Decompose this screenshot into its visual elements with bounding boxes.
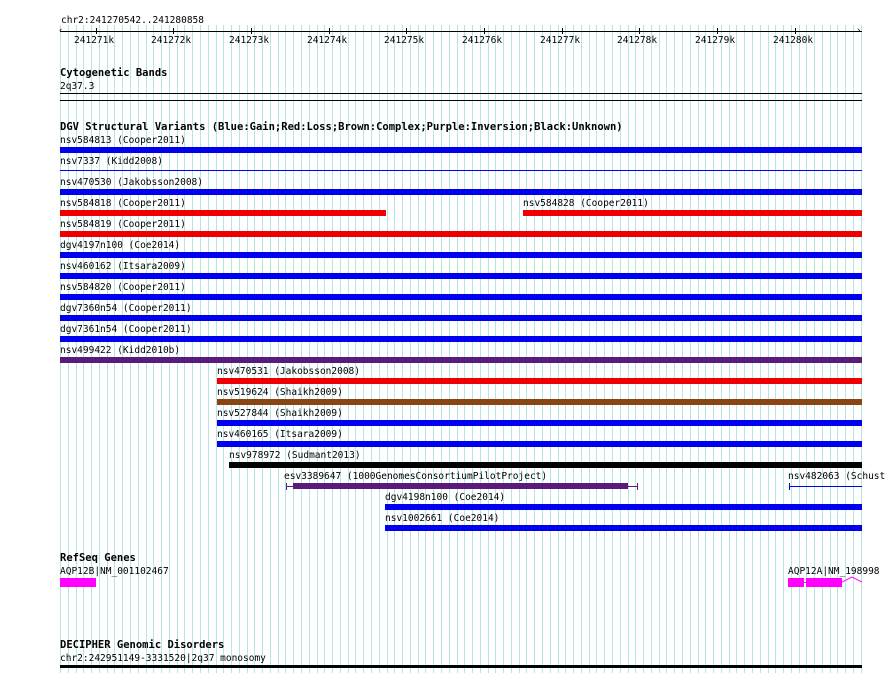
ruler-tick-label: 241280k — [773, 35, 814, 46]
dgv-feature-bar[interactable] — [217, 420, 862, 426]
dgv-feature-bar[interactable] — [789, 486, 862, 487]
dgv-feature-bar[interactable] — [385, 504, 862, 510]
dgv-feature-bar[interactable] — [217, 378, 862, 384]
ruler-tick-label: 241274k — [307, 35, 348, 46]
dgv-feature-label[interactable]: dgv4198n100 (Coe2014) — [385, 492, 506, 503]
dgv-feature-label[interactable]: nsv519624 (Shaikh2009) — [217, 387, 343, 398]
dgv-feature-label[interactable]: dgv4197n100 (Coe2014) — [60, 240, 181, 251]
dgv-feature-label[interactable]: nsv470530 (Jakobsson2008) — [60, 177, 203, 188]
dgv-feature-bar[interactable] — [60, 231, 862, 237]
ruler-tick — [717, 28, 718, 34]
grid-line — [682, 25, 683, 673]
dgv-feature-bar[interactable] — [60, 273, 862, 279]
cytoband-label[interactable]: 2q37.3 — [60, 81, 95, 92]
track-title-refseq: RefSeq Genes — [60, 552, 136, 564]
grid-line — [721, 25, 722, 673]
dgv-feature-bar[interactable] — [60, 294, 862, 300]
dgv-feature-bar[interactable] — [60, 252, 862, 258]
dgv-feature-label[interactable]: esv3389647 (1000GenomesConsortiumPilotProject) — [284, 471, 548, 482]
grid-line — [752, 25, 753, 673]
grid-line — [744, 25, 745, 673]
dgv-feature-label[interactable]: dgv7361n54 (Cooper2011) — [60, 324, 192, 335]
grid-line — [635, 25, 636, 673]
grid-line — [713, 25, 714, 673]
ruler-tick — [484, 28, 485, 34]
ruler-axis — [60, 31, 862, 32]
ruler-tick — [251, 28, 252, 34]
dgv-feature-label[interactable]: nsv470531 (Jakobsson2008) — [217, 366, 360, 377]
ruler-tick — [562, 28, 563, 34]
grid-line — [690, 25, 691, 673]
dgv-feature-bar[interactable] — [385, 525, 862, 531]
dgv-feature-label[interactable]: nsv584813 (Cooper2011) — [60, 135, 186, 146]
dgv-feature-label[interactable]: nsv460162 (Itsara2009) — [60, 261, 186, 272]
dgv-feature-bar[interactable] — [293, 483, 628, 489]
grid-line — [674, 25, 675, 673]
grid-line — [760, 25, 761, 673]
ruler-tick-label: 241271k — [74, 35, 115, 46]
grid-line — [705, 25, 706, 673]
ruler-tick-label: 241277k — [540, 35, 581, 46]
grid-line — [666, 25, 667, 673]
dgv-feature-label[interactable]: dgv7360n54 (Cooper2011) — [60, 303, 192, 314]
dgv-feature-label[interactable]: nsv527844 (Shaikh2009) — [217, 408, 343, 419]
dgv-feature-bar[interactable] — [60, 147, 862, 153]
dgv-feature-bar[interactable] — [523, 210, 862, 216]
decipher-feature-bar[interactable] — [60, 665, 862, 668]
ruler-tick — [173, 28, 174, 34]
dgv-feature-label[interactable]: nsv584828 (Cooper2011) — [523, 198, 649, 209]
dgv-feature-label[interactable]: nsv1002661 (Coe2014) — [385, 513, 500, 524]
gene-label[interactable]: AQP12B|NM_001102467 — [60, 566, 169, 577]
dgv-feature-cap — [286, 483, 287, 490]
dgv-feature-bar[interactable] — [60, 210, 386, 216]
track-title-cytoband: Cytogenetic Bands — [60, 67, 168, 79]
grid-line — [775, 25, 776, 673]
dgv-feature-bar[interactable] — [217, 399, 862, 405]
dgv-feature-label[interactable]: nsv482063 (Schust — [788, 471, 886, 482]
grid-line — [628, 25, 629, 673]
ruler-tick-label: 241278k — [617, 35, 658, 46]
ruler-tick — [406, 28, 407, 34]
dgv-feature-label[interactable]: nsv7337 (Kidd2008) — [60, 156, 163, 167]
ruler-position-label: chr2:241270542..241280858 — [61, 15, 204, 26]
dgv-feature-label[interactable]: nsv584819 (Cooper2011) — [60, 219, 186, 230]
gene-intron — [804, 582, 806, 583]
ruler-tick — [96, 28, 97, 34]
ruler-left-arrow-icon: ‹ — [58, 26, 64, 36]
gene-exon[interactable] — [806, 578, 842, 587]
dgv-feature-bar[interactable] — [60, 189, 862, 195]
grid-line — [768, 25, 769, 673]
ruler-right-arrow-icon: › — [856, 26, 862, 36]
dgv-feature-bar[interactable] — [229, 462, 862, 468]
grid-line — [651, 25, 652, 673]
track-title-dgv: DGV Structural Variants (Blue:Gain;Red:Loss;Brown:Complex;Purple:Inversion;Black:Unknown) — [60, 121, 623, 133]
ruler-tick — [795, 28, 796, 34]
ruler-tick-label: 241276k — [462, 35, 503, 46]
ruler-tick-label: 241273k — [229, 35, 270, 46]
gene-label[interactable]: AQP12A|NM_198998 — [788, 566, 880, 577]
cytoband-bar[interactable] — [60, 93, 862, 94]
grid-line — [729, 25, 730, 673]
track-title-decipher: DECIPHER Genomic Disorders — [60, 639, 225, 651]
grid-line — [783, 25, 784, 673]
dgv-feature-label[interactable]: nsv499422 (Kidd2010b) — [60, 345, 181, 356]
ruler-tick — [639, 28, 640, 34]
dgv-feature-bar[interactable] — [60, 336, 862, 342]
dgv-feature-label[interactable]: nsv584818 (Cooper2011) — [60, 198, 186, 209]
dgv-feature-cap — [637, 483, 638, 490]
dgv-feature-label[interactable]: nsv978972 (Sudmant2013) — [229, 450, 361, 461]
decipher-feature-label[interactable]: chr2:242951149-3331520|2q37 monosomy — [60, 653, 266, 664]
ruler-tick-label: 241275k — [384, 35, 425, 46]
ruler-tick-label: 241272k — [151, 35, 192, 46]
grid-line — [736, 25, 737, 673]
ruler-tick — [329, 28, 330, 34]
gene-intron-chevron-icon — [842, 576, 862, 586]
dgv-feature-bar[interactable] — [60, 170, 862, 171]
gene-exon[interactable] — [788, 578, 804, 587]
dgv-feature-cap — [789, 483, 790, 490]
gene-exon[interactable] — [60, 578, 96, 587]
dgv-feature-bar[interactable] — [217, 441, 862, 447]
dgv-feature-bar[interactable] — [60, 315, 862, 321]
dgv-feature-label[interactable]: nsv460165 (Itsara2009) — [217, 429, 343, 440]
grid-line — [643, 25, 644, 673]
grid-line — [659, 25, 660, 673]
ruler-tick-label: 241279k — [695, 35, 736, 46]
cytoband-bar-bottom — [60, 100, 862, 101]
grid-line — [698, 25, 699, 673]
dgv-feature-bar[interactable] — [60, 357, 862, 363]
dgv-feature-label[interactable]: nsv584820 (Cooper2011) — [60, 282, 186, 293]
